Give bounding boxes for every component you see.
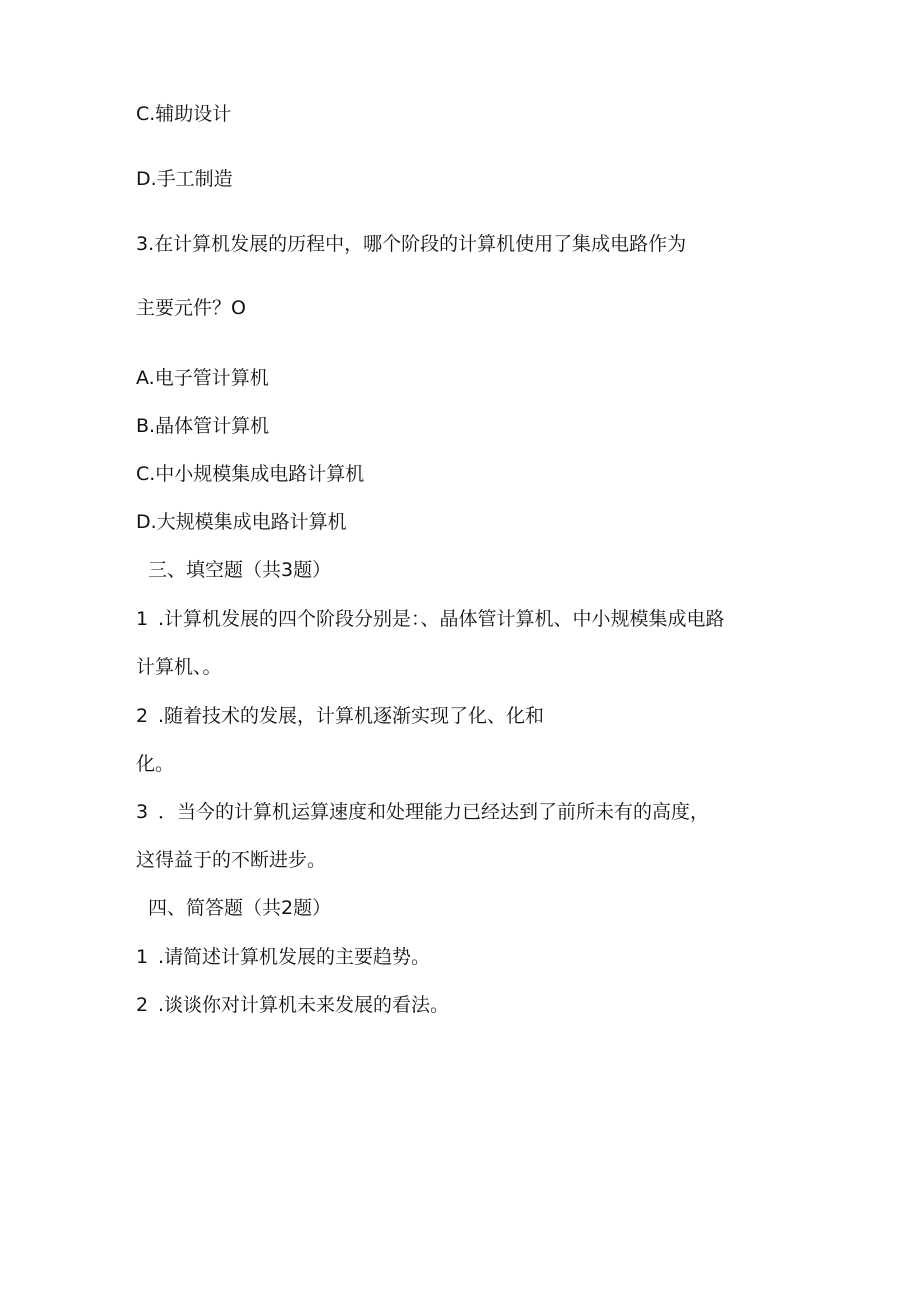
item-text: .请简述计算机发展的主要趋势。 xyxy=(158,946,431,968)
fill-item-3-line1 xyxy=(136,800,709,824)
q3-stem-line1: 3.在计算机发展的历程中，哪个阶段的计算机使用了集成电路作为 xyxy=(136,233,687,255)
short-answer-item-1 xyxy=(136,945,430,969)
item-text: ．当今的计算机运算速度和处理能力已经达到了前所未有的高度， xyxy=(158,801,710,823)
fill-item-1-line1 xyxy=(136,607,725,631)
item-number: 1 xyxy=(136,608,149,630)
item-text: .计算机发展的四个阶段分别是：、晶体管计算机、中小规模集成电路 xyxy=(158,608,725,630)
fill-item-2-line1 xyxy=(136,704,544,728)
item-number: 1 xyxy=(136,946,149,968)
section4-heading: 四、简答题（共2题） xyxy=(148,897,332,919)
q3-option-a: A.电子管计算机 xyxy=(136,367,269,389)
q2-option-d: D.手工制造 xyxy=(136,168,233,190)
item-text: .随着技术的发展，计算机逐渐实现了化、化和 xyxy=(158,705,545,727)
q2-option-c: C.辅助设计 xyxy=(136,103,232,125)
short-answer-item-2 xyxy=(136,993,449,1017)
fill-item-1-line2: 计算机、。 xyxy=(136,656,222,678)
q3-stem-line2: 主要元件？O xyxy=(136,297,246,319)
section3-heading: 三、填空题（共3题） xyxy=(148,559,332,581)
q3-option-d: D.大规模集成电路计算机 xyxy=(136,511,347,533)
item-number: 3 xyxy=(136,801,149,823)
fill-item-3-line2: 这得益于的不断进步。 xyxy=(136,849,327,871)
q3-option-c: C.中小规模集成电路计算机 xyxy=(136,463,365,485)
fill-item-2-line2: 化。 xyxy=(136,753,175,775)
item-number: 2 xyxy=(136,705,149,727)
q3-option-b: B.晶体管计算机 xyxy=(136,415,270,437)
item-text: .谈谈你对计算机未来发展的看法。 xyxy=(158,994,450,1016)
item-number: 2 xyxy=(136,994,149,1016)
